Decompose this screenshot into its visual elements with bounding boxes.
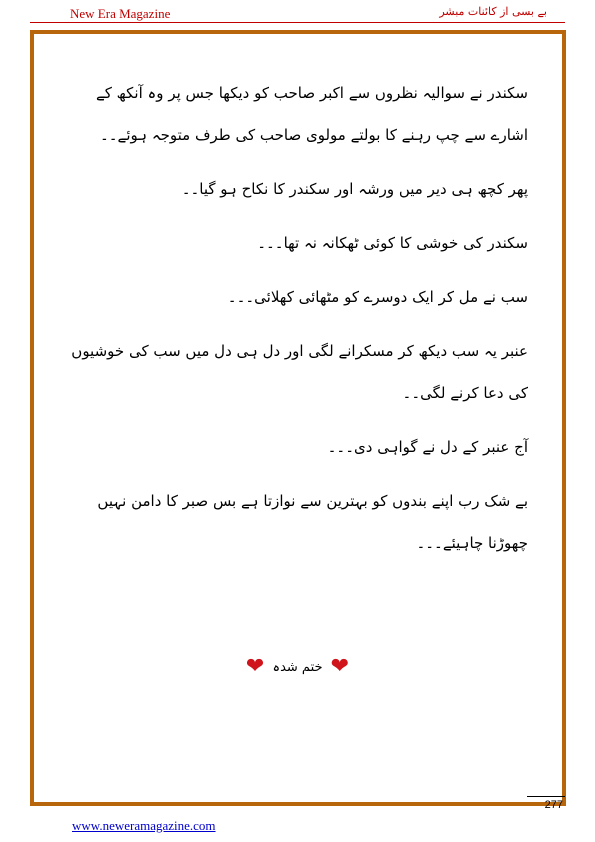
heart-icon: ❤ <box>245 654 265 679</box>
magazine-name: New Era Magazine <box>70 6 171 21</box>
paragraph: سکندر نے سوالیہ نظروں سے اکبر صاحب کو دیکھا جس پر وہ آنکھ کے اشارے سے چپ رہنے کا بولتے مولوی صاحب کی طرف متوجہ ہوئے۔۔ <box>95 84 528 144</box>
paragraph: آج عنبر کے دل نے گواہی دی۔۔۔ <box>327 438 528 456</box>
website-link[interactable]: www.neweramagazine.com <box>72 818 216 833</box>
novel-title: بے بسی از کائنات مبشر <box>439 5 547 18</box>
page-number: 277 <box>527 796 565 811</box>
paragraph: سکندر کی خوشی کا کوئی ٹھکانہ نہ تھا۔۔۔ <box>257 234 528 252</box>
the-end-text: ختم شدہ <box>272 659 323 675</box>
paragraph: سب نے مل کر ایک دوسرے کو مٹھائی کھلائی۔۔۔ <box>227 288 528 306</box>
the-end-marker <box>0 656 595 678</box>
header-divider <box>30 22 565 23</box>
story-text <box>60 72 528 576</box>
heart-icon: ❤ <box>330 654 350 679</box>
paragraph: بے شک رب اپنے بندوں کو بہترین سے نوازتا ہے بس صبر کا دامن نہیں چھوڑنا چاہیئے۔۔۔ <box>97 492 528 552</box>
paragraph: پھر کچھ ہی دیر میں ورشہ اور سکندر کا نکاح ہو گیا۔۔ <box>181 180 528 198</box>
paragraph: عنبر یہ سب دیکھ کر مسکرانے لگی اور دل ہی دل میں سب کی خوشیوں کی دعا کرنے لگی۔۔ <box>71 342 528 402</box>
